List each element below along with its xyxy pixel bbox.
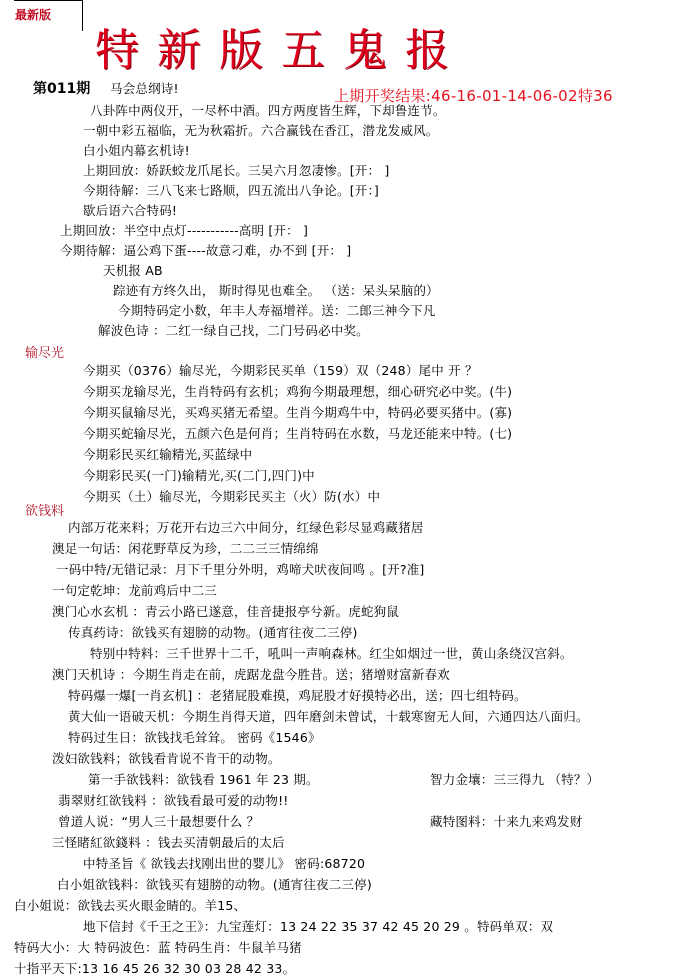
- text-line: 歇后语六合特码!: [83, 203, 178, 218]
- text-line: 地下信封《千王之王》：九宝莲灯：13 24 22 35 37 42 45 20 29 。特码单双：双: [83, 919, 554, 934]
- text-line: 特码爆一爆[一肖玄机] ：老猪屁股难摸，鸡屁股才好摸特必出，送；四七组特码。: [68, 688, 527, 703]
- issue-number: 第011期: [33, 81, 91, 97]
- text-line: 白小姐说：欲钱去买火眼金睛的。羊15、: [14, 898, 247, 913]
- text-line: 今期买鼠输尽光，买鸡买猪无希望。生肖今期鸡牛中，特码必要买猪中。(寡): [83, 405, 513, 420]
- text-line: 澳足一句话：闲花野草反为珍，二二三三情绵绵: [52, 541, 319, 556]
- text-line: 内部万花来料；万花开右边三六中间分，红绿色彩尽显鸡藏猪居: [68, 520, 424, 535]
- text-line: 特码大小：大 特码波色：蓝 特码生肖：牛鼠羊马猪: [14, 940, 302, 955]
- text-line: 白小姐内幕玄机诗!: [83, 143, 190, 158]
- text-line: 澳门心水玄机 ：青云小路已遂意，佳音捷报亭兮新。虎蛇狗鼠: [52, 604, 400, 619]
- section-title-money: 欲钱料: [25, 504, 65, 519]
- text-line: 一句定乾坤：龙前鸡后中二三: [52, 583, 218, 598]
- page-title: 特新版五鬼报: [95, 25, 467, 76]
- text-line: 传真药诗：欲钱买有翅膀的动物。(通宵往夜二三停): [68, 625, 358, 640]
- text-line: 翡翠财红欲钱料 ：欲钱看最可爱的动物!!: [58, 793, 289, 808]
- section-title-lose: 输尽光: [25, 346, 65, 361]
- text-line: 今期买龙输尽光，生肖特码有玄机；鸡狗今期最理想，细心研究必中奖。(牛): [83, 384, 513, 399]
- text-line: 澳门天机诗 ：今期生肖走在前，虎踞龙盘今胜昔。送；猪增财富新春欢: [52, 667, 450, 682]
- text-line: 今期买蛇输尽光，五颜六色是何肖；生肖特码在水数，马龙还能来中特。(七): [83, 426, 513, 441]
- text-line: 一朝中彩五福临，无为秋霜折。六合赢钱在香江，潜龙发威风。: [83, 123, 439, 138]
- text-line: 今期特码定小数，年丰人寿福增祥。送：二郎三神今下凡: [118, 303, 436, 318]
- text-line: 特别中特料：三千世界十二千，吼叫一声响森林。红尘如烟过一世，黄山条绕汉宫斜。: [90, 646, 573, 661]
- text-line: 今期彩民买红输精光,买蓝绿中: [83, 447, 253, 462]
- text-line: 八卦阵中两仪开，一尽杯中酒。四方两度皆生辉，下却鲁连节。: [90, 103, 446, 118]
- text-line: 白小姐欲钱料：欲钱买有翅膀的动物。(通宵往夜二三停): [57, 877, 372, 892]
- text-line: 解波色诗 ：二红一绿自己找，二门号码必中奖。: [98, 323, 369, 338]
- text-line: 三怪睹紅欲錢料 ：钱去买清朝最后的太后: [52, 835, 285, 850]
- text-line: 第一手欲钱料：欲钱看 1961 年 23 期。: [88, 772, 319, 787]
- text-line: 特码过生日：欲钱找毛耸耸。 密码《1546》: [68, 730, 321, 745]
- text-line: 上期回放：娇跃蛟龙爪尾长。三吴六月忽凄惨。[开： ]: [83, 163, 390, 178]
- text-line: 今期待解：逼公鸡下蛋----故意刁难，办不到 [开： ]: [60, 243, 352, 258]
- last-draw-value: 46-16-01-14-06-02特36: [431, 87, 613, 105]
- last-draw-label: 上期开奖结果:: [334, 87, 432, 105]
- text-line: 中特圣旨《 欲钱去找刚出世的婴儿》 密码:68720: [83, 856, 366, 871]
- text-line: 天机报 AB: [103, 263, 163, 278]
- text-line: 曾道人说：“男人三十最想要什么 ？: [58, 814, 260, 829]
- text-line: 藏特图料：十来九来鸡发财: [430, 814, 583, 829]
- text-line: 踪迹有方终久出， 斯时得见也难全。 （送：呆头呆脑的）: [113, 283, 439, 298]
- text-line: 马会总纲诗!: [110, 81, 179, 96]
- text-line: 泼妇欲钱料；欲钱看肯说不肯干的动物。: [52, 751, 281, 766]
- text-line: 一码中特/无错记录：月下千里分外明，鸡啼犬吠夜间鸣 。[开?准]: [56, 562, 425, 577]
- latest-edition-badge: 最新版: [15, 8, 52, 22]
- text-line: 今期待解：三八飞来七路顺，四五流出八争论。[开：]: [83, 183, 380, 198]
- text-line: 今期彩民买(一门)输精光,买(二门,四门)中: [83, 468, 315, 483]
- text-line: 黄大仙一语破天机：今期生肖得天道，四年磨剑未曾试，十载寒窗无人间，六通四达八面归。: [68, 709, 589, 724]
- text-line: 今期买（0376）输尽光，今期彩民买单（159）双（248）尾中 开 ？: [83, 363, 478, 378]
- text-line: 智力金壤：三三得九 （特？）: [430, 772, 600, 787]
- text-line: 今期买（土）输尽光，今期彩民买主（火）防(水）中: [83, 489, 381, 504]
- text-line: 十指平天下:13 16 45 26 32 30 03 28 42 33。: [14, 961, 296, 976]
- text-line: 上期回放：半空中点灯-----------高明 [开： ]: [60, 223, 309, 238]
